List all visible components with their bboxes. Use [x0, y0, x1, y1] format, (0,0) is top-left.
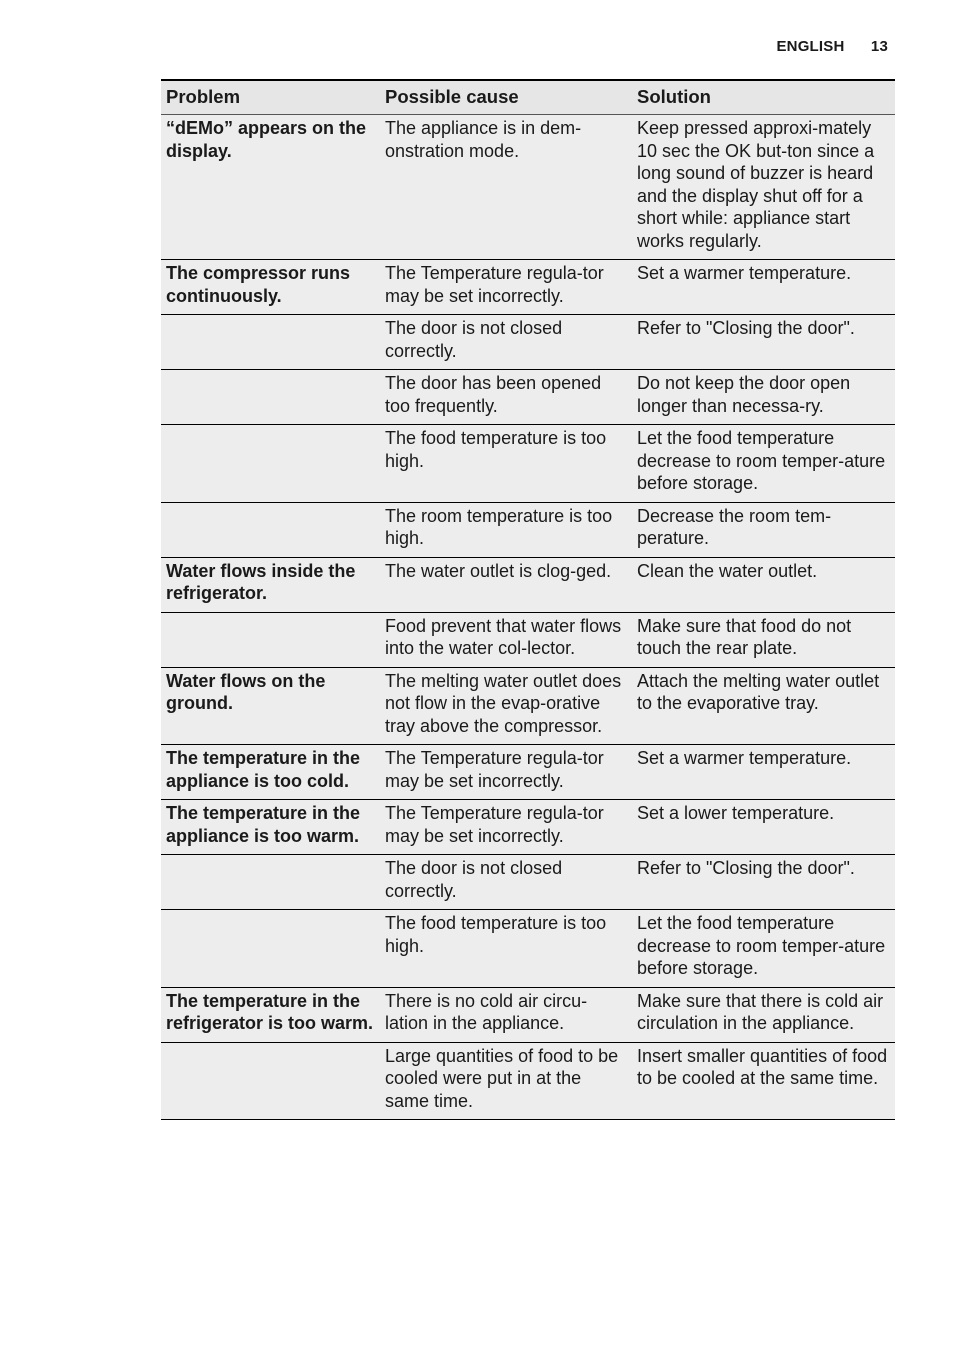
table-row — [161, 557, 895, 612]
problem-cell: Water flows on the ground. — [166, 670, 326, 713]
problem-cell — [161, 425, 380, 503]
problem-cell — [161, 855, 380, 910]
cause-cell: The Temperature regula-tor may be set incorrectly. — [385, 263, 604, 306]
table-row — [161, 425, 895, 503]
cause-cell: The water outlet is clog-ged. — [385, 560, 612, 581]
cause-cell: The Temperature regula-tor may be set incorrectly. — [385, 803, 604, 846]
cause-cell: The melting water outlet does not flow in the evap-orative tray above the compressor. — [385, 670, 622, 736]
solution-cell: Set a warmer temperature. — [637, 748, 852, 768]
problem-cell: The compressor runs continuously. — [166, 263, 351, 306]
problem-cell: The temperature in the appliance is too cold. — [166, 748, 361, 791]
solution-cell: Attach the melting water outlet to the evaporative tray. — [637, 670, 880, 713]
table-row — [161, 667, 895, 745]
table-row — [161, 315, 895, 370]
cause-cell: The door is not closed correctly. — [385, 318, 563, 361]
page-header — [776, 38, 888, 55]
table-header-row — [161, 80, 895, 115]
table-row — [161, 260, 895, 315]
problem-cell — [161, 315, 380, 370]
table-row — [161, 910, 895, 988]
table-row — [161, 855, 895, 910]
table-row — [161, 1042, 895, 1120]
troubleshooting-table — [161, 79, 895, 1120]
problem-cell — [161, 502, 380, 557]
problem-cell: “dEMo” appears on the display. — [166, 118, 367, 161]
solution-cell: Decrease the room tem-perature. — [637, 505, 832, 548]
table-row — [161, 115, 895, 260]
cause-cell: The door is not closed correctly. — [385, 858, 563, 901]
problem-cell — [161, 910, 380, 988]
solution-cell: Keep pressed approxi-mately 10 sec the OK but-ton since a long sound of buzzer is heard and the display shut off for a short while: appliance start works regularly. — [637, 118, 875, 251]
table-body — [161, 115, 895, 1120]
solution-cell: Let the food temperature decrease to room temper-ature before storage. — [637, 913, 886, 978]
solution-cell: Make sure that food do not touch the rear plate. — [637, 615, 852, 658]
table-row — [161, 745, 895, 800]
problem-cell: Water flows inside the refrigerator. — [166, 560, 356, 603]
cause-cell: The door has been opened too frequently. — [385, 373, 602, 416]
table-row — [161, 370, 895, 425]
solution-cell: Let the food temperature decrease to room temper-ature before storage. — [637, 428, 886, 493]
column-header-cause: Possible cause — [385, 86, 519, 108]
table-row — [161, 612, 895, 667]
table-row — [161, 502, 895, 557]
cause-cell: There is no cold air circu-lation in the appliance. — [385, 990, 588, 1033]
solution-cell: Set a warmer temperature. — [637, 263, 852, 283]
language-label: ENGLISH — [776, 38, 845, 55]
solution-cell: Clean the water outlet. — [637, 560, 818, 581]
table-row — [161, 800, 895, 855]
page-number: 13 — [870, 38, 888, 55]
solution-cell: Make sure that there is cold air circulation in the appliance. — [637, 990, 884, 1033]
problem-cell: The temperature in the refrigerator is too warm. — [166, 990, 374, 1033]
problem-cell — [161, 612, 380, 667]
cause-cell: Food prevent that water flows into the water col-lector. — [385, 615, 622, 658]
solution-cell: Refer to "Closing the door". — [637, 858, 855, 878]
cause-cell: Large quantities of food to be cooled were put in at the same time. — [385, 1045, 619, 1111]
solution-cell: Refer to "Closing the door". — [637, 318, 855, 338]
cause-cell: The Temperature regula-tor may be set incorrectly. — [385, 748, 604, 791]
problem-cell — [161, 1042, 380, 1120]
problem-cell: The temperature in the appliance is too warm. — [166, 803, 361, 846]
cause-cell: The food temperature is too high. — [385, 428, 607, 471]
column-header-solution: Solution — [637, 86, 711, 108]
solution-cell: Set a lower temperature. — [637, 803, 835, 823]
column-header-problem: Problem — [166, 86, 241, 108]
solution-cell: Insert smaller quantities of food to be cooled at the same time. — [637, 1045, 888, 1088]
cause-cell: The room temperature is too high. — [385, 505, 613, 548]
cause-cell: The appliance is in dem-onstration mode. — [385, 118, 582, 161]
problem-cell — [161, 370, 380, 425]
cause-cell: The food temperature is too high. — [385, 913, 607, 956]
solution-cell: Do not keep the door open longer than necessa-ry. — [637, 373, 851, 416]
table-row — [161, 987, 895, 1042]
